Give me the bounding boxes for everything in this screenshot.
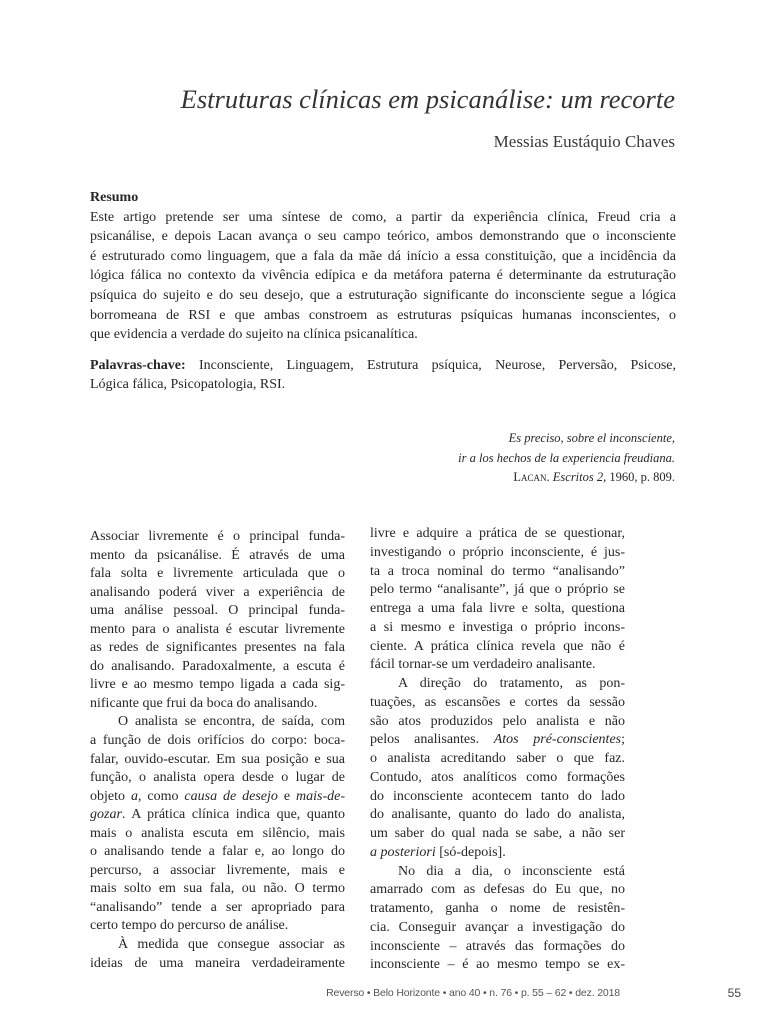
text-line: tuações, as escansões e cortes da sessão [370,694,625,710]
text-line: a função de dois orifícios do corpo: boca- [90,733,345,749]
roman-text-run: Inconsciente, Linguagem, Estrutura psíquica, Neurose, Perversão, Psicose, [185,358,676,373]
text-line: Contudo, atos analíticos como formações [370,769,625,785]
abstract-section [90,188,676,345]
text-line: lógica fálica no contexto da vivência edípica e da metáfora paterna é determinante da estruturação [90,268,676,284]
text-line: as redes de significantes presentes na fala [90,640,345,656]
text-line: fácil tornar-se um verdadeiro analisante. [370,657,596,673]
text-line: ideias de uma maneira verdadeiramente [90,955,345,971]
roman-text-run: . [546,470,553,485]
text-line [370,731,625,750]
text-line: do analisante, quanto do lado do analista, [370,807,625,823]
text-line: À medida que consegue associar as [118,937,345,953]
text-line [315,429,675,449]
epigraph [315,429,675,488]
text-line: são atos produzidos pelo analista e não [370,713,625,729]
italic-text-run: ir a los hechos de la experiencia freudiana. [458,450,675,465]
text-line: “analisando” tende a ser apropriado para [90,899,345,915]
roman-text-run: . A prática clínica indica que, quanto [121,807,345,823]
italic-text-run: mais-de- [296,788,345,804]
text-line [90,356,676,375]
text-line [90,788,345,807]
italic-text-run: causa de desejo [184,788,278,804]
text-line: ciente. A prática clínica revela que não é [370,638,625,654]
roman-text-run: pelos analisantes. [370,732,494,748]
text-line: psíquica do sujeito e do seu desejo, que a estruturação significante do inconsciente segue a lógica [90,287,676,303]
text-line: falar, ouvido-escutar. Em sua posição e sua [90,751,345,767]
body-paragraph [370,675,625,863]
text-line: nificante que frui da boca do analisando. [90,695,318,711]
italic-text-run: Es preciso, sobre el inconsciente, [508,431,675,445]
text-line: psicanálise, e depois Lacan avança o seu campo teórico, ambos demonstrando que o inconsciente [90,229,676,245]
roman-text-run: , como [137,788,185,804]
smallcaps-text-run: Lacan [513,470,547,485]
italic-text-run: Escritos 2 [552,470,604,485]
roman-text-run: , 1960, p. 809. [603,470,675,485]
text-line: inconsciente – é ao mesmo tempo se ex- [370,957,625,973]
italic-text-run: a [130,788,138,804]
text-line: entrega a uma fala livre e solta, questiona [370,601,625,616]
text-line: mais solto em sua fala, ou não. O termo [90,881,345,897]
text-line [90,806,345,825]
abstract-paragraph [90,208,676,345]
text-line: é estruturado como linguagem, que a fala da mãe dá início a essa constituição, que a incidência da [90,248,676,264]
journal-footer: Reverso • Belo Horizonte • ano 40 • n. 76 • p. 55 – 62 • dez. 2018 [326,987,620,999]
text-line: amarrado com as defesas do Eu que, no [370,882,625,898]
text-line: livre e ao mesmo tempo ligada a cada sig- [90,677,345,693]
body-paragraph-continued [370,525,625,675]
text-line: uma análise pessoal. O principal funda- [90,603,345,619]
text-line: do analisando. Paradoxalmente, a escuta é [90,658,345,674]
text-line: fala solta e livremente articulada que o [90,566,345,582]
body-column-left [90,528,345,973]
roman-text-run: objeto [90,788,131,804]
text-line: tratamento, ganha o nome de resistên- [370,901,625,916]
text-line: No dia a dia, o inconsciente está [398,863,625,879]
page-number: 55 [727,986,741,1000]
keywords-paragraph [90,356,676,395]
bold-text-run: Palavras-chave: [90,358,186,373]
text-line [370,844,625,863]
text-line [315,449,675,469]
text-line: investigando o próprio inconsciente, é jus- [370,544,625,560]
text-line: a si mesmo e investiga o próprio incons- [370,619,625,635]
text-line: inconsciente – através das formações do [370,938,625,954]
text-line: Associar livremente é o principal funda- [90,529,345,544]
abstract-heading: Resumo [90,190,139,205]
text-line: que evidencia a verdade do sujeito na clínica psicanalítica. [90,327,418,343]
text-line: ta a troca nominal do termo “analisando” [370,563,625,579]
text-line: função, o analista opera desde o lugar de [90,770,345,786]
article-title: Estruturas clínicas em psicanálise: um recorte [180,84,675,114]
body-paragraph [90,528,345,713]
text-line: borromeana de RSI e que ambas constroem as estruturas psíquicas humanas inconscientes, o [90,307,676,323]
text-line: livre e adquire a prática de se questionar, [370,526,625,541]
roman-text-run: [só-depois]. [435,844,506,860]
text-line: O analista se encontra, de saída, com [118,714,345,730]
text-line: o analisando tende a falar e, ao longo do [90,844,345,860]
body-column-right [370,525,625,975]
text-line: mento da psicanálise. É através de uma [90,547,345,563]
roman-text-run: ; [621,732,625,748]
text-line: Este artigo pretende ser uma síntese de como, a partir da experiência clínica, Freud cria a [90,209,676,225]
article-author: Messias Eustáquio Chaves [493,132,675,151]
roman-text-run: e [277,788,296,804]
text-line: mento para o analista é escutar livremente [90,621,345,637]
text-line: cia. Conseguir avançar a investigação do [370,919,625,935]
body-paragraph [90,936,345,973]
text-line: A direção do tratamento, as pon- [398,676,625,691]
italic-text-run: gozar [90,807,122,823]
text-line: certo tempo do percurso de análise. [90,918,289,934]
italic-text-run: a posteriori [370,844,436,860]
text-line: mais o analista escuta em silêncio, mais [90,825,345,841]
body-paragraph [370,863,625,976]
text-line [315,468,675,488]
keywords-section [90,356,676,395]
text-line: o analista acreditando saber o que faz. [370,751,625,766]
text-line: analisando poderá viver a experiência de [90,584,345,600]
italic-text-run: Atos pré-conscientes [493,732,622,748]
text-line: pelo termo “analisante”, já que o próprio se [370,582,625,598]
body-paragraph [90,713,345,936]
epigraph-quote [315,429,675,488]
text-line: do inconsciente acontecem tanto do lado [370,788,625,804]
text-line: um saber do qual nada se sabe, a não ser [370,826,625,841]
text-line: Lógica fálica, Psicopatologia, RSI. [90,377,286,393]
text-line: percurso, a associar livremente, mais e [90,862,345,878]
